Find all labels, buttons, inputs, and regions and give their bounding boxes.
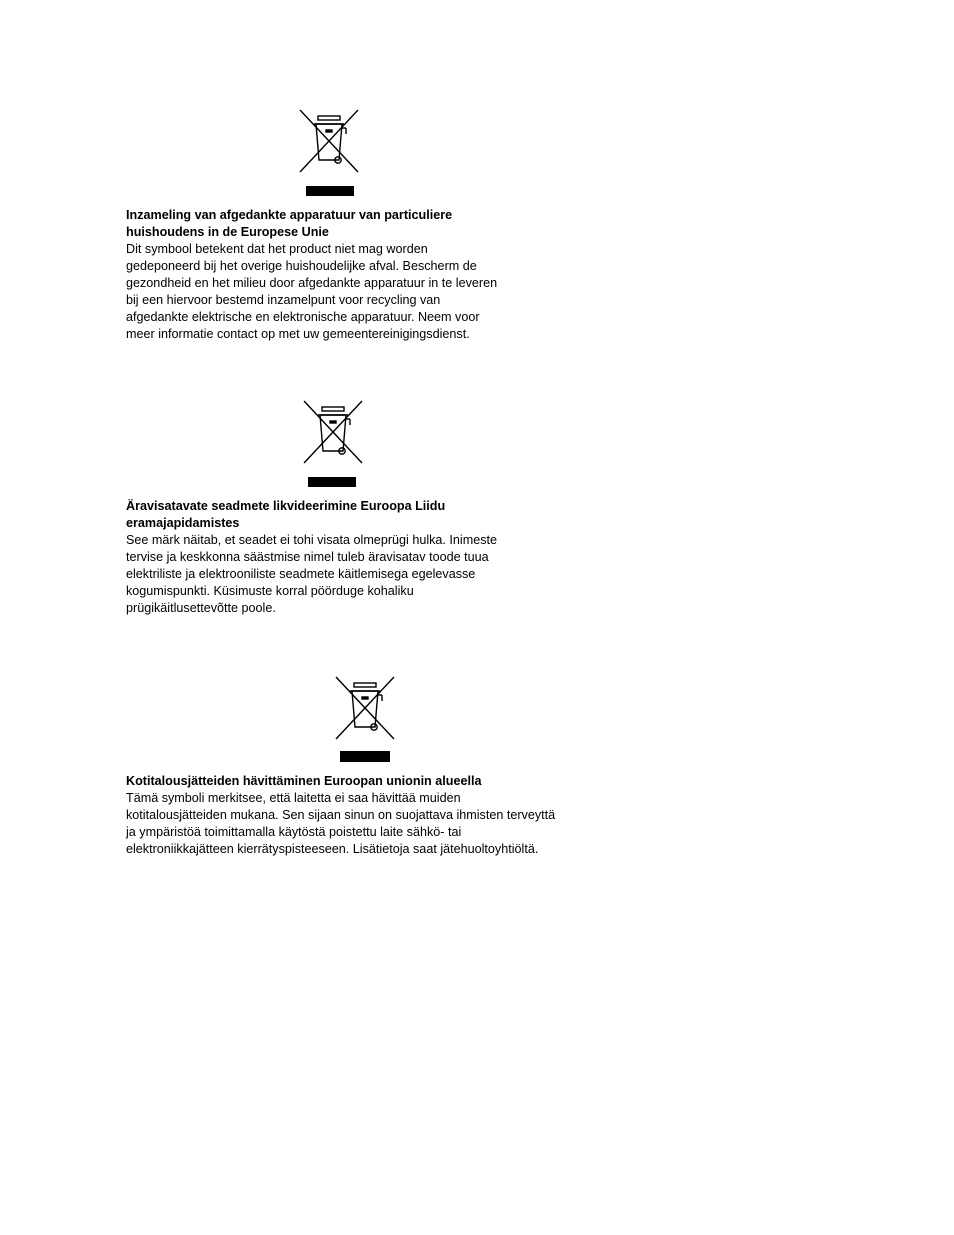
notice-body-line: kogumispunkti. Küsimuste korral pöörduge kohaliku — [126, 584, 414, 598]
notice-heading: Inzameling van afgedankte apparatuur van particuliere — [126, 208, 453, 222]
notice-body-line: gezondheid en het milieu door afgedankte apparatuur in te leveren — [126, 276, 498, 290]
notice-body-line: gedeponeerd bij het overige huishoudelijke afval. Bescherm de — [126, 259, 477, 273]
weee-notice-finnish — [126, 773, 555, 858]
notice-body-line: kotitalousjätteiden mukana. Sen sijaan sinun on suojattava ihmisten terveyttä — [126, 808, 556, 822]
notice-body-line: elektroniikkajätteen kierrätyspisteeseen. Lisätietoja saat jätehuoltoyhtiöltä. — [126, 842, 539, 856]
crossed-out-wheelie-bin-icon — [332, 675, 398, 767]
notice-body-line: prügikäitlusettevõtte poole. — [126, 601, 276, 615]
notice-heading: eramajapidamistes — [126, 516, 240, 530]
notice-body-line: See märk näitab, et seadet ei tohi visata olmeprügi hulka. Inimeste — [126, 533, 498, 547]
crossed-out-wheelie-bin-icon — [300, 399, 366, 491]
notice-body-line: afgedankte elektrische en elektronische apparatuur. Neem voor — [126, 310, 480, 324]
notice-heading: Äravisatavate seadmete likvideerimine Euroopa Liidu — [126, 499, 446, 513]
weee-notice-estonian — [126, 498, 497, 617]
notice-body-line: tervise ja keskkonna säästmise nimel tuleb äravisatav toode tuua — [126, 550, 489, 564]
notice-body-line: meer informatie contact op met uw gemeentereinigingsdienst. — [126, 327, 470, 341]
notice-body-line: Dit symbool betekent dat het product niet mag worden — [126, 242, 428, 256]
notice-heading: huishoudens in de Europese Unie — [126, 225, 329, 239]
notice-body-line: ja ympäristöä toimittamalla käytöstä poistettu laite sähkö- tai — [126, 825, 462, 839]
notice-body-line: elektriliste ja elektrooniliste seadmete käitlemisega egelevasse — [126, 567, 476, 581]
notice-heading: Kotitalousjätteiden hävittäminen Euroopan unionin alueella — [126, 774, 482, 788]
weee-notice-dutch — [126, 207, 497, 343]
crossed-out-wheelie-bin-icon — [296, 108, 362, 200]
notice-body-line: Tämä symboli merkitsee, että laitetta ei saa hävittää muiden — [126, 791, 461, 805]
notice-body-line: bij een hiervoor bestemd inzamelpunt voor recycling van — [126, 293, 441, 307]
